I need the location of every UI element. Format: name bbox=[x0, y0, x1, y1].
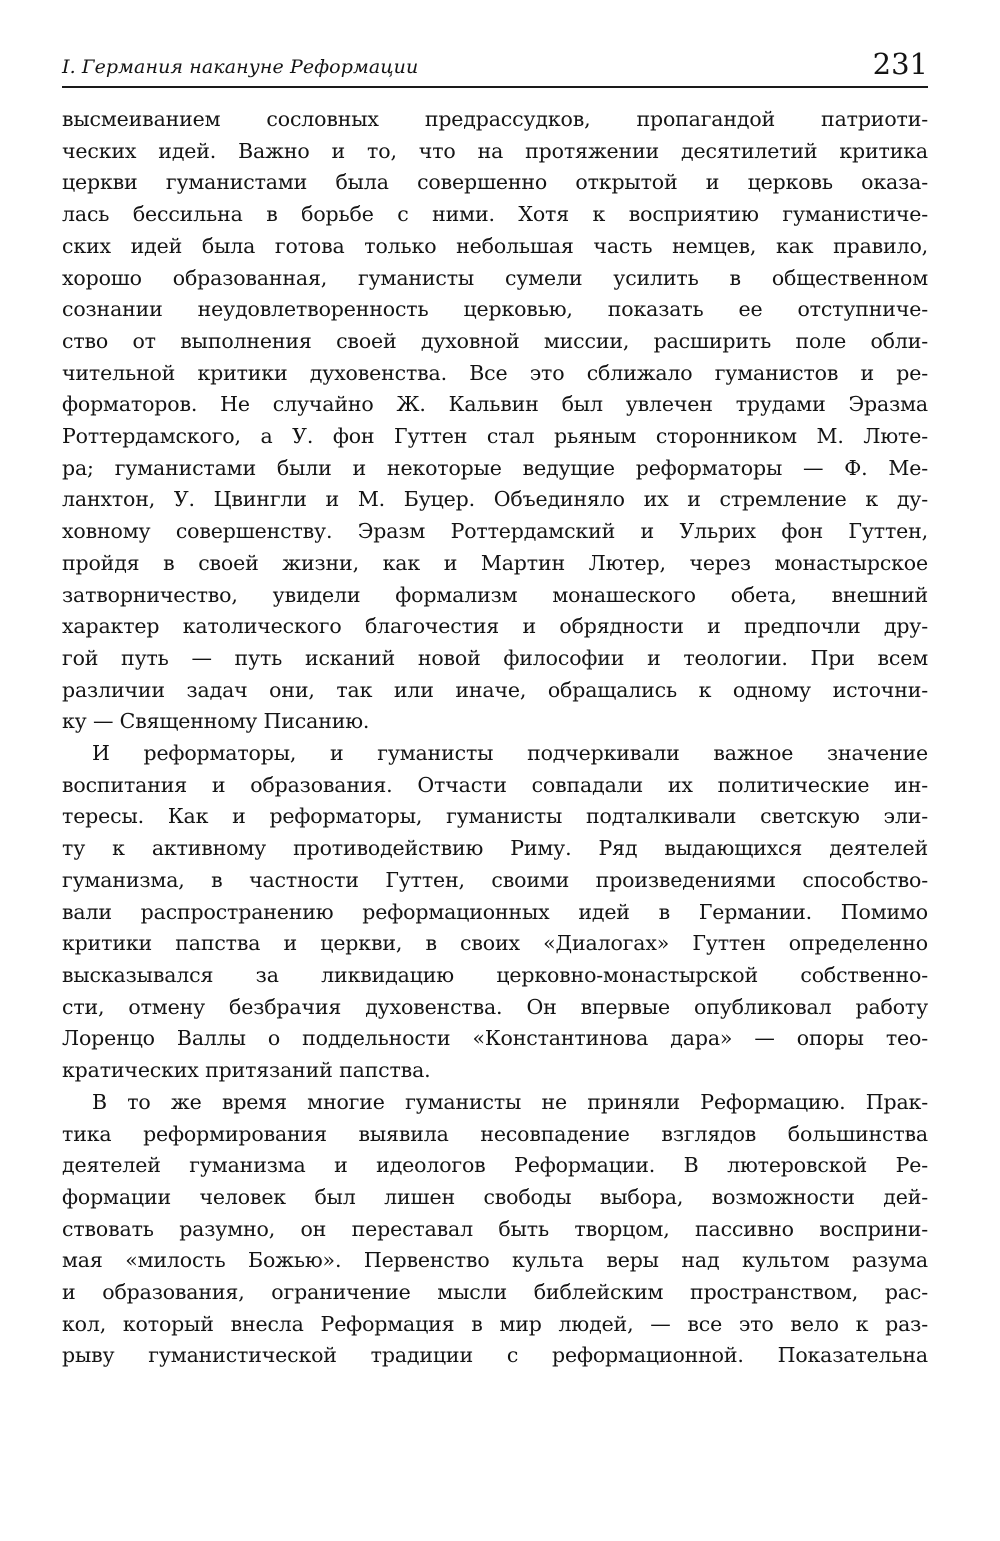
text-line: деятелей гуманизма и идеологов Реформации. В лютеровской Ре- bbox=[62, 1153, 928, 1178]
page-number: 231 bbox=[872, 47, 928, 81]
text-line: мая «милость Божью». Первенство культа веры над культом разума bbox=[62, 1248, 928, 1273]
text-line: хорошо образованная, гуманисты сумели усилить в общественном bbox=[62, 265, 928, 290]
body-text bbox=[62, 104, 928, 1372]
text-line: высказывался за ликвидацию церковно-монастырской собственно- bbox=[62, 962, 928, 987]
text-line: ческих идей. Важно и то, что на протяжении десятилетий критика bbox=[62, 138, 928, 163]
paragraph bbox=[62, 738, 928, 1087]
text-line: чительной критики духовенства. Все это сближало гуманистов и ре- bbox=[62, 360, 928, 385]
text-line: формации человек был лишен свободы выбора, возможности дей- bbox=[62, 1184, 928, 1209]
paragraph bbox=[62, 104, 928, 738]
text-line: тересы. Как и реформаторы, гуманисты подталкивали светскую эли- bbox=[62, 804, 928, 829]
running-header bbox=[62, 38, 928, 88]
text-line: вали распространению реформационных идей в Германии. Помимо bbox=[62, 899, 928, 924]
text-line: сти, отмену безбрачия духовенства. Он впервые опубликовал работу bbox=[62, 994, 928, 1019]
book-page bbox=[62, 38, 928, 1372]
text-line: сознании неудовлетворенность церковью, показать ее отступниче- bbox=[62, 297, 928, 322]
text-line: ту к активному противодействию Риму. Ряд выдающихся деятелей bbox=[62, 836, 928, 861]
text-line: кратических притязаний папства. bbox=[62, 1058, 431, 1083]
text-line: форматоров. Не случайно Ж. Кальвин был увлечен трудами Эразма bbox=[62, 392, 928, 417]
text-line: ствовать разумно, он переставал быть творцом, пассивно восприни- bbox=[62, 1216, 928, 1241]
text-line: ку — Священному Писанию. bbox=[62, 709, 370, 734]
text-line: пройдя в своей жизни, как и Мартин Лютер, через монастырское bbox=[62, 550, 928, 575]
text-line: различии задач они, так или иначе, обращались к одному источни- bbox=[62, 677, 928, 702]
text-line: лась бессильна в борьбе с ними. Хотя к восприятию гуманистиче- bbox=[62, 202, 928, 227]
text-line: воспитания и образования. Отчасти совпадали их политические ин- bbox=[62, 772, 928, 797]
text-line: Лоренцо Валлы о поддельности «Константинова дара» — опоры тео- bbox=[62, 1026, 928, 1051]
text-line: тика реформирования выявила несовпадение взглядов большинства bbox=[62, 1121, 928, 1146]
chapter-title: I. Германия накануне Реформации bbox=[62, 56, 419, 78]
text-line: И реформаторы, и гуманисты подчеркивали важное значение bbox=[92, 741, 928, 766]
text-line: ских идей была готова только небольшая часть немцев, как правило, bbox=[62, 233, 928, 258]
text-line: ра; гуманистами были и некоторые ведущие реформаторы — Ф. Ме- bbox=[62, 455, 928, 480]
text-line: ство от выполнения своей духовной миссии, расширить поле обли- bbox=[62, 328, 928, 353]
text-line: затворничество, увидели формализм монашеского обета, внешний bbox=[62, 582, 928, 607]
text-line: ланхтон, У. Цвингли и М. Буцер. Объединяло их и стремление к ду- bbox=[62, 487, 928, 512]
text-line: церкви гуманистами была совершенно открытой и церковь оказа- bbox=[62, 170, 928, 195]
text-line: гуманизма, в частности Гуттен, своими произведениями способство- bbox=[62, 867, 928, 892]
text-line: кол, который внесла Реформация в мир людей, — все это вело к раз- bbox=[62, 1311, 928, 1336]
text-line: ховному совершенству. Эразм Роттердамский и Ульрих фон Гуттен, bbox=[62, 519, 928, 544]
text-line: В то же время многие гуманисты не приняли Реформацию. Прак- bbox=[92, 1089, 928, 1114]
text-line: рыву гуманистической традиции с реформационной. Показательна bbox=[62, 1343, 928, 1368]
text-line: гой путь — путь исканий новой философии и теологии. При всем bbox=[62, 645, 928, 670]
text-line: и образования, ограничение мысли библейским пространством, рас- bbox=[62, 1280, 928, 1305]
text-line: высмеиванием сословных предрассудков, пропагандой патриоти- bbox=[62, 107, 928, 131]
paragraph bbox=[62, 1087, 928, 1372]
text-line: характер католического благочестия и обрядности и предпочли дру- bbox=[62, 614, 928, 639]
text-line: критики папства и церкви, в своих «Диалогах» Гуттен определенно bbox=[62, 931, 928, 956]
text-line: Роттердамского, а У. фон Гуттен стал рьяным сторонником М. Люте- bbox=[62, 424, 928, 449]
